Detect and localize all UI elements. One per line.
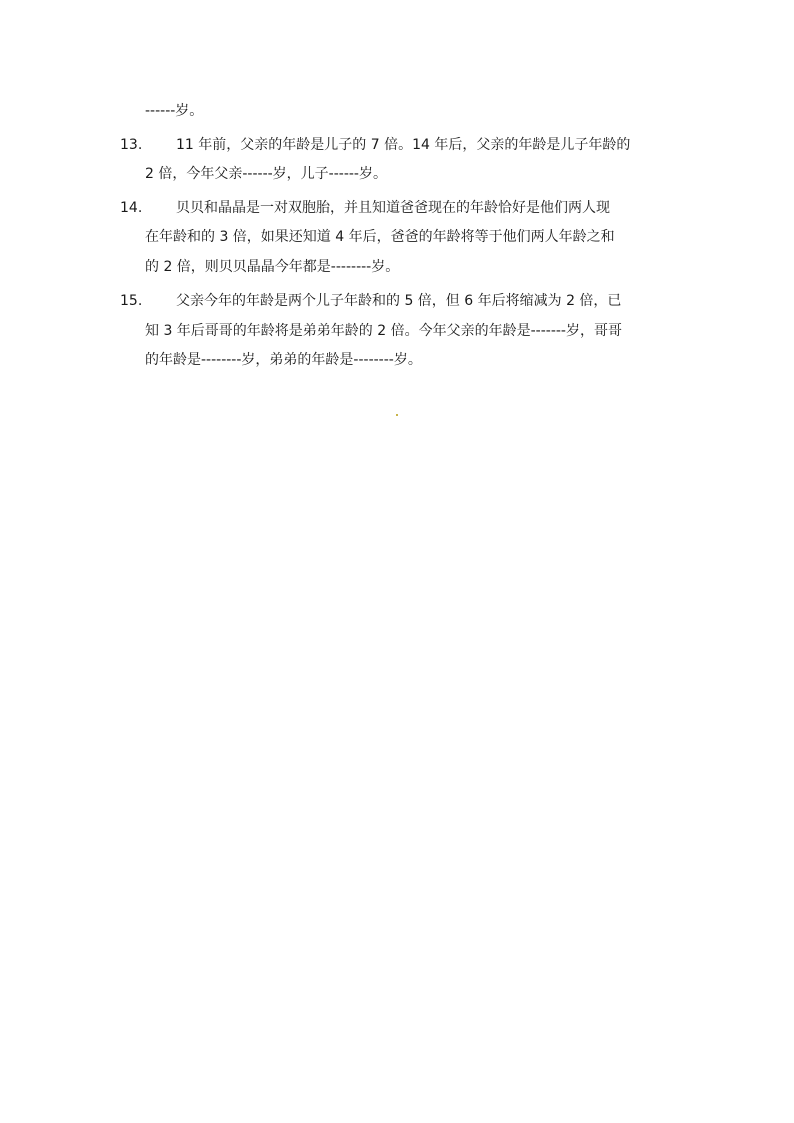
question-line: 父亲今年的年龄是两个儿子年龄和的 5 倍，但 6 年后将缩减为 2 倍，已 [176,293,622,309]
question-line: 在年龄和的 3 倍，如果还知道 4 年后，爸爸的年龄将等于他们两人年龄之和 [145,229,615,245]
continuation-line: ------岁。 [145,103,204,119]
question-number: 13. [120,137,143,153]
question-line: 的 2 倍，则贝贝晶晶今年都是--------岁。 [145,259,400,275]
question-line: 11 年前，父亲的年龄是儿子的 7 倍。14 年后，父亲的年龄是儿子年龄的 [176,137,631,153]
stray-dot [396,414,398,416]
question-line: 知 3 年后哥哥的年龄将是弟弟年龄的 2 倍。今年父亲的年龄是-------岁，哥哥 [145,323,622,339]
question-line: 2 倍，今年父亲------岁，儿子------岁。 [145,166,387,182]
question-number: 14. [120,200,143,216]
question-line: 贝贝和晶晶是一对双胞胎，并且知道爸爸现在的年龄恰好是他们两人现 [176,200,610,216]
question-number: 15. [120,293,143,309]
question-line: 的年龄是--------岁，弟弟的年龄是--------岁。 [145,352,422,368]
